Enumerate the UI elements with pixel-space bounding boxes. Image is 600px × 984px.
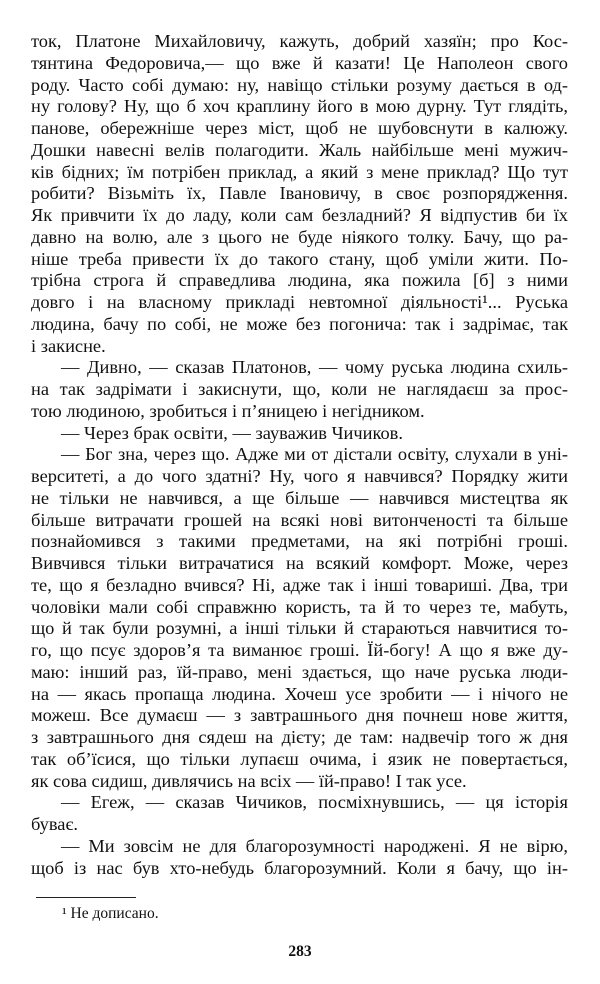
text-line: ків бідних; їм потрібен приклад, а який з мене приклад? Що тут [31,161,568,182]
text-line: Дошки навесні велів полагодити. Жаль найбільше мені мужич- [31,139,568,160]
text-line: Як привчити їх до ладу, коли сам безладний? Я відпустив би їх [31,205,568,225]
text-line: так об’їсися, що тільки лупаєш очима, і язик не повертається, [31,748,568,769]
text-line: — Ми зовсім не для благорозумності народжені. Я не вірю, [61,835,568,856]
text-line: маю: інший раз, їй-право, мені здається, що наче руська люди- [31,661,568,682]
text-line: на — якась пропаща людина. Хочеш усе зробити — і нічого не [31,683,568,704]
text-line: — Дивно, — сказав Платонов, — чому руська людина схиль- [61,357,568,378]
text-line: ток, Платоне Михайловичу, кажуть, добрий хазяїн; про Кос- [31,31,568,51]
text-line: на так задрімати і закиснути, що, коли не наглядаєш за прос- [31,379,568,399]
text-line: познайомився з такими предметами, на які потрібні гроші. [31,531,568,552]
text-line: трібна строга й справедлива людина, яка пожила [б] з ними [31,270,568,291]
text-line: тою людиною, зробиться і п’яницею і негідником. [31,400,425,421]
text-line: довго і на власному прикладі невтомної діяльності¹... Руська [31,292,568,312]
text-line: ніше треба привести їх до такого стану, щоб уміли жити. По- [31,248,568,269]
text-line: — Через брак освіти, — зауважив Чичиков. [61,422,403,443]
text-line: — Бог зна, через що. Адже ми от дістали освіту, слухали в уні- [61,444,568,465]
text-line: ну голову? Ну, що б хоч краплину його в мою дурну. Тут глядіть, [31,96,568,117]
text-line: і закисне. [31,335,106,356]
body-text [31,31,568,879]
footnote: ¹ Не дописано. [62,905,159,922]
text-line: як сова сидиш, дивлячись на всіх — їй-право! І так усе. [31,770,467,791]
text-line: — Егеж, — сказав Чичиков, посміхнувшись, — ця історія [61,792,568,813]
text-line: буває. [31,814,78,834]
text-line: верситеті, а до чого здатні? Ну, чого я навчився? Порядку жити [31,466,568,486]
text-line: Вивчився тільки витрачатися на всякий комфорт. Може, через [31,553,568,573]
text-line: щоб із нас був хто-небудь благорозумний. Коли я бачу, що ін- [31,857,568,878]
page-number: 283 [288,943,312,960]
text-line: го, що псує здоров’я та виманює гроші. Їй-богу! А що я вже ду- [31,640,568,660]
text-line: те, що я безладно вчився? Ні, адже так і інші товариші. Два, три [31,574,568,595]
text-line: з завтрашнього дня сядеш на дієту; де там: надвечір того ж дня [31,727,568,747]
text-line: що й так були розумні, а інші тільки й стараються навчитися то- [31,618,568,639]
text-line: можеш. Все думаєш — з завтрашнього дня почнеш нове життя, [31,705,568,726]
text-line: робити? Візьміть їх, Павле Івановичу, в своє розпорядження. [31,183,568,204]
text-line: не тільки не навчився, а ще більше — навчився мистецтва як [31,487,568,508]
text-line: роду. Часто собі думаю: ну, навіщо стільки розуму дається в од- [31,74,568,95]
text-line: чоловіки мали собі справжню користь, та й то через те, мабуть, [31,596,568,617]
text-line: панове, обережніше через міст, щоб не шубовснути в калюжу. [31,118,568,138]
text-line: більше витрачати грошей на всякі нові витонченості та більше [31,509,568,530]
text-line: тянтина Федоровича,— що вже й казати! Це Наполеон свого [31,52,568,73]
text-line: давно на волю, але з цього не буде ніякого толку. Бачу, що ра- [31,226,568,247]
text-line: людина, бачу по собі, не може без погонича: так і задрімає, так [31,313,568,334]
footnote-separator [36,897,136,898]
